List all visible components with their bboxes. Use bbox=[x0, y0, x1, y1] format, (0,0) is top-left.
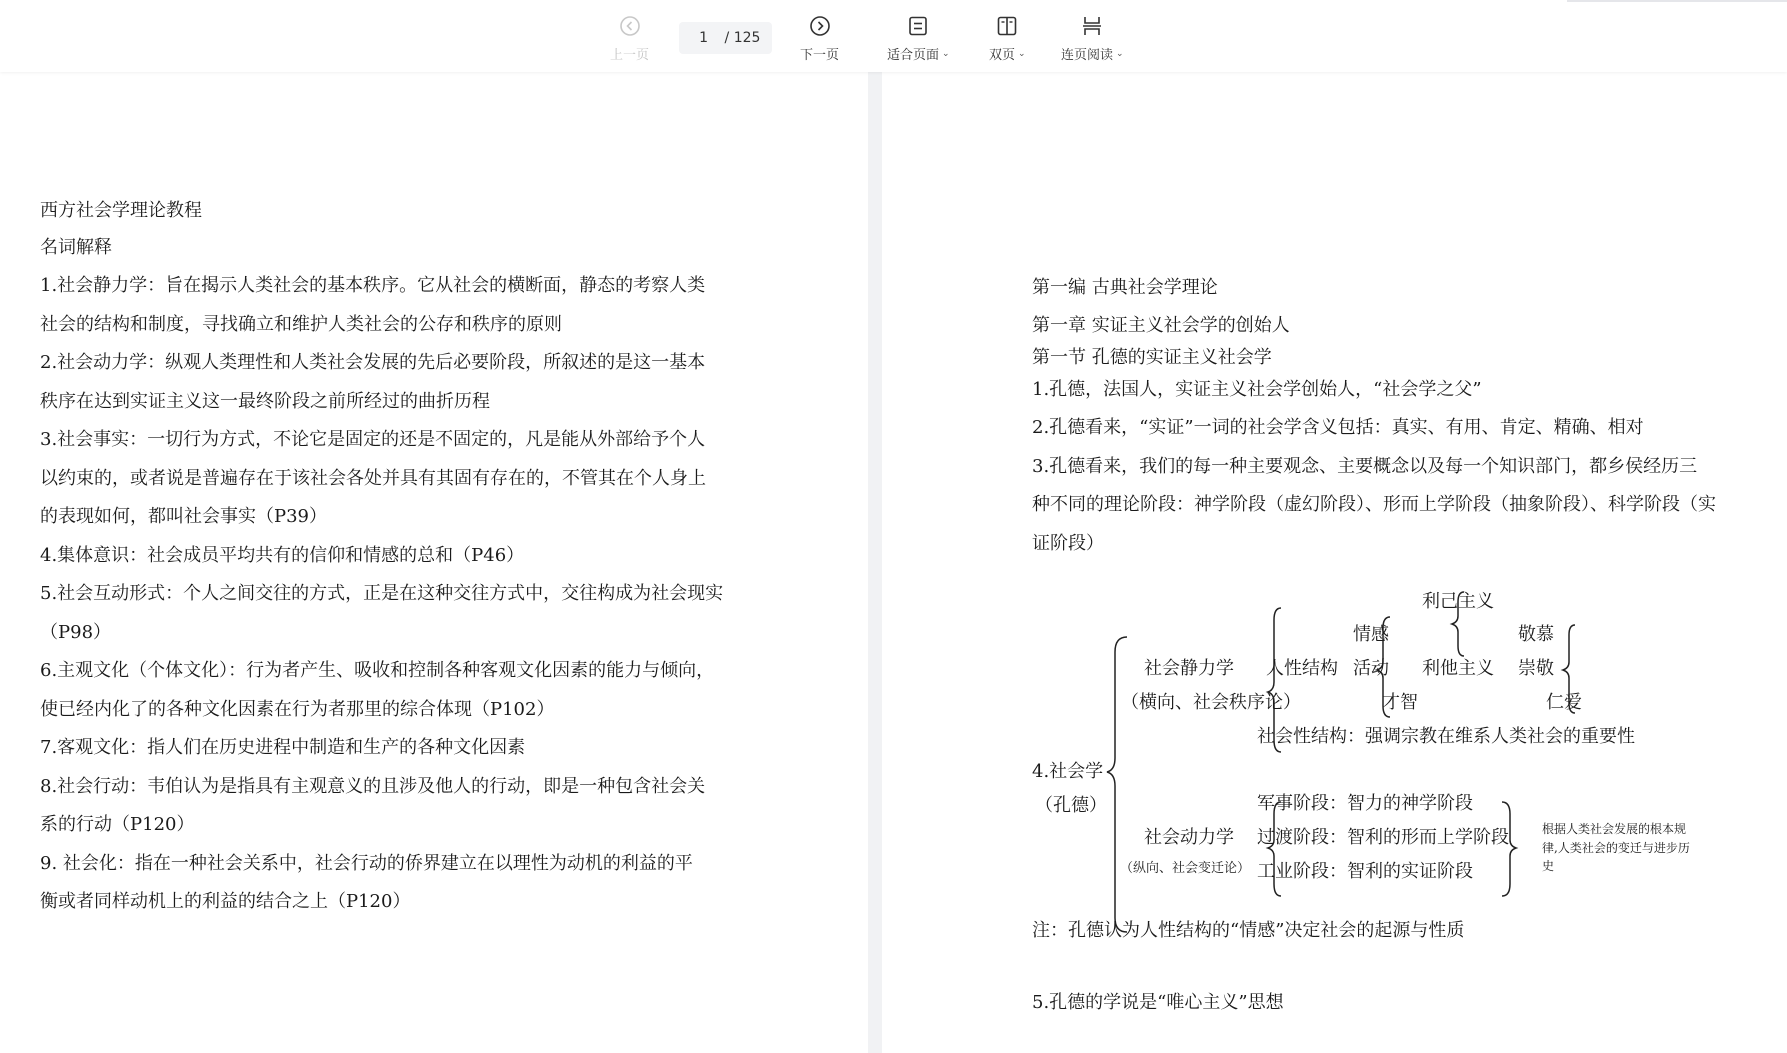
fit-page-label: 适合页面 bbox=[887, 48, 940, 63]
next-page-label: 下一页 bbox=[800, 48, 840, 63]
diagram-root-sub: （孔德） bbox=[1035, 795, 1107, 816]
right-page bbox=[882, 72, 1787, 1053]
text-line: 证阶段） bbox=[1032, 533, 1104, 554]
intellect-node: 才智 bbox=[1382, 692, 1418, 713]
dynamics-node: 社会动力学 bbox=[1144, 827, 1234, 848]
revere-node: 崇敬 bbox=[1518, 658, 1554, 679]
text-line: 以约束的，或者说是普遍存在于该社会各处并具有其固有存在的，不管其在个人身上 bbox=[40, 468, 706, 489]
section-title: 第一节 孔德的实证主义社会学 bbox=[1032, 347, 1272, 368]
text-line: 系的行动（P120） bbox=[40, 814, 195, 835]
top-divider bbox=[1567, 0, 1787, 2]
part-title: 第一编 古典社会学理论 bbox=[1032, 277, 1218, 298]
double-page-dropdown[interactable] bbox=[989, 14, 1026, 63]
chapter-title: 第一章 实证主义社会学的创始人 bbox=[1032, 315, 1290, 336]
continuous-read-icon bbox=[1081, 14, 1103, 38]
text-line: 5.孔德的学说是“唯心主义”思想 bbox=[1032, 992, 1284, 1013]
text-line: 8.社会行动：韦伯认为是指具有主观意义的且涉及他人的行动，即是一种包含社会关 bbox=[40, 776, 706, 797]
text-line: 6.主观文化（个体文化）：行为者产生、吸收和控制各种客观文化因素的能力与倾向， bbox=[40, 660, 715, 681]
text-line: （P98） bbox=[40, 622, 112, 643]
double-page-label: 双页 bbox=[989, 48, 1016, 63]
page-indicator bbox=[679, 22, 772, 54]
diagram-braces bbox=[882, 72, 1787, 1053]
prev-page-label: 上一页 bbox=[610, 48, 650, 63]
social-structure-node: 社会性结构：强调宗教在维系人类社会的重要性 bbox=[1257, 726, 1635, 747]
emotion-node: 情感 bbox=[1353, 624, 1389, 645]
text-line: 5.社会互动形式：个人之间交往的方式，正是在这种交往方式中，交往构成为社会现实 bbox=[40, 583, 724, 604]
text-line: 3.孔德看来，我们的每一种主要观念、主要概念以及每一个知识部门，都乡侯经历三 bbox=[1032, 456, 1698, 477]
activity-node: 活动 bbox=[1353, 658, 1389, 679]
altruism-node: 利他主义 bbox=[1422, 658, 1494, 679]
text-line: 秩序在达到实证主义这一最终阶段之前所经过的曲折历程 bbox=[40, 391, 490, 412]
text-line: 的表现如何，都叫社会事实（P39） bbox=[40, 506, 328, 527]
text-line: 3.社会事实：一切行为方式，不论它是固定的还是不固定的，凡是能从外部给予个人 bbox=[40, 429, 706, 450]
fit-page-dropdown[interactable] bbox=[887, 14, 950, 63]
double-page-icon bbox=[996, 14, 1018, 38]
text-line: 9. 社会化：指在一种社会关系中，社会行动的侨界建立在以理性为动机的利益的平 bbox=[40, 853, 693, 874]
text-line: 1.孔德，法国人，实证主义社会学创始人，“社会学之父” bbox=[1032, 379, 1482, 400]
admire-node: 敬慕 bbox=[1518, 624, 1554, 645]
text-line: 7.客观文化：指人们在历史进程中制造和生产的各种文化因素 bbox=[40, 737, 526, 758]
chevron-down-icon: ⌄ bbox=[1116, 48, 1124, 59]
text-line: 4.集体意识：社会成员平均共有的信仰和情感的总和（P46） bbox=[40, 545, 525, 566]
text-line: 社会的结构和制度，寻找确立和维护人类社会的公存和秩序的原则 bbox=[40, 314, 562, 335]
reader-toolbar bbox=[0, 0, 1787, 72]
text-line: 衡或者同样动机上的利益的结合之上（P120） bbox=[40, 891, 411, 912]
stage-transition: 过渡阶段：智利的形而上学阶段 bbox=[1257, 827, 1509, 848]
next-page-button[interactable] bbox=[800, 14, 839, 63]
continuous-read-dropdown[interactable] bbox=[1061, 14, 1124, 63]
note-line: 注：孔德认为人性结构的“情感”决定社会的起源与性质 bbox=[1032, 920, 1465, 941]
left-page bbox=[0, 72, 868, 1053]
text-line: 使已经内化了的各种文化因素在行为者那里的综合体现（P102） bbox=[40, 699, 555, 720]
chevron-left-circle-icon bbox=[619, 14, 641, 38]
text-line: 2.孔德看来，“实证”一词的社会学含义包括：真实、有用、肯定、精确、相对 bbox=[1032, 417, 1644, 438]
book-title: 西方社会学理论教程 bbox=[40, 200, 202, 221]
chevron-down-icon: ⌄ bbox=[1018, 48, 1026, 59]
total-pages: / 125 bbox=[724, 30, 761, 46]
text-line: 2.社会动力学：纵观人类理性和人类社会发展的先后必要阶段，所叙述的是这一基本 bbox=[40, 352, 706, 373]
egoism-node: 利己主义 bbox=[1422, 591, 1494, 612]
continuous-read-label: 连页阅读 bbox=[1061, 48, 1114, 63]
statics-node: 社会静力学 bbox=[1144, 658, 1234, 679]
page-number-input[interactable] bbox=[691, 30, 717, 46]
human-structure-node: 人性结构 bbox=[1266, 658, 1338, 679]
stage-industrial: 工业阶段：智利的实证阶段 bbox=[1257, 861, 1473, 882]
side-note: 根据人类社会发展的根本规律,人类社会的变迁与进步历史 bbox=[1542, 822, 1690, 874]
section-heading: 名词解释 bbox=[40, 237, 112, 258]
diagram-root: 4.社会学 bbox=[1032, 761, 1104, 782]
statics-sub: （横向、社会秩序论） bbox=[1121, 692, 1301, 713]
text-line: 1.社会静力学：旨在揭示人类社会的基本秩序。它从社会的横断面，静态的考察人类 bbox=[40, 275, 706, 296]
text-line: 种不同的理论阶段：神学阶段（虚幻阶段）、形而上学阶段（抽象阶段）、科学阶段（实 bbox=[1032, 494, 1716, 515]
benevolence-node: 仁爱 bbox=[1546, 692, 1582, 713]
stage-military: 军事阶段：智力的神学阶段 bbox=[1257, 793, 1473, 814]
fit-page-icon bbox=[907, 14, 929, 38]
dynamics-sub: （纵向、社会变迁论） bbox=[1120, 861, 1251, 876]
chevron-down-icon: ⌄ bbox=[942, 48, 950, 59]
prev-page-button[interactable] bbox=[610, 14, 649, 63]
chevron-right-circle-icon bbox=[809, 14, 831, 38]
